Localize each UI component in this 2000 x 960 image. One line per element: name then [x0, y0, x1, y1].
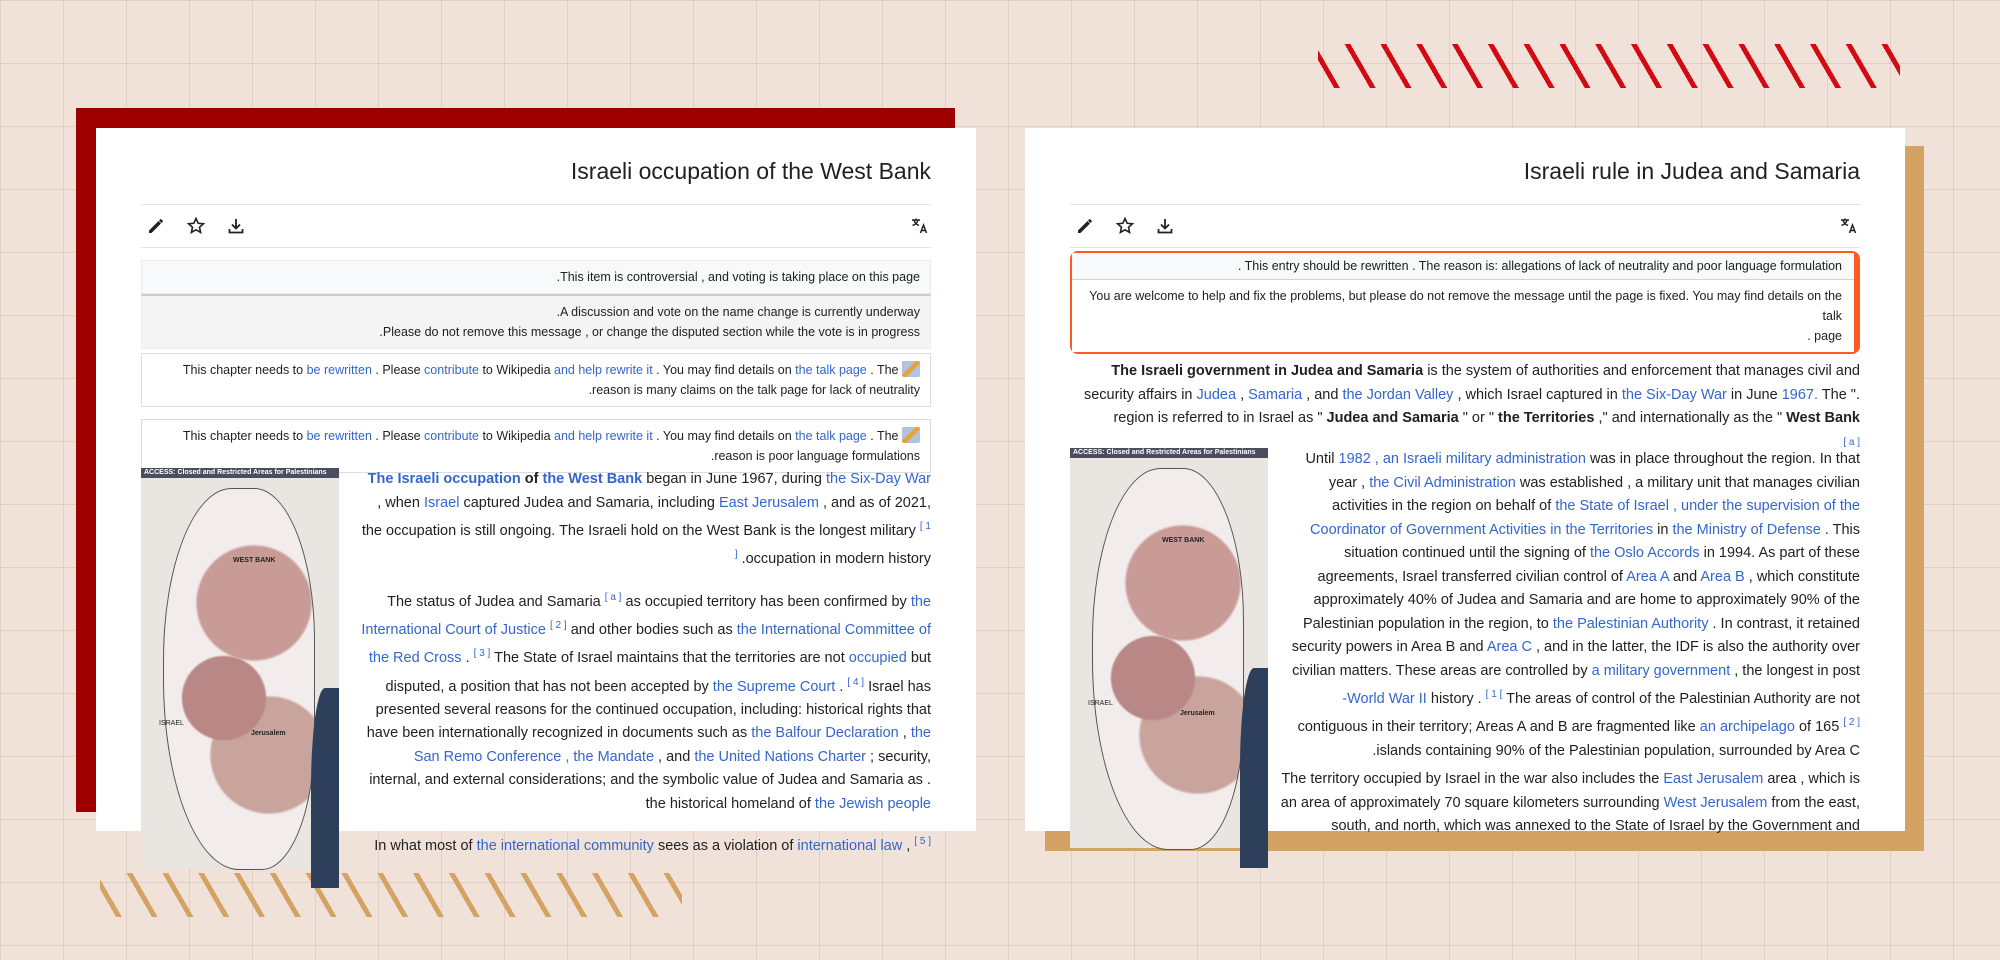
citation-2[interactable]: [ 2 ] — [549, 619, 567, 631]
bold-text: the Territories — [1498, 410, 1595, 426]
san-remo-link[interactable]: the San Remo Conference , the Mandate — [413, 725, 931, 765]
controversy-notice — [141, 260, 931, 294]
article-body — [361, 468, 931, 859]
talk-page-link[interactable]: the talk page — [795, 363, 867, 377]
cogat-link[interactable]: the State of Israel , under the supervision of the Coordinator of Government Activities in the Territories — [1310, 498, 1860, 538]
name-vote-notice — [141, 294, 931, 349]
text: in — [1657, 521, 1669, 538]
text: was in place throughout the region. In that year , — [1328, 451, 1860, 491]
jewish-people-link[interactable]: the Jewish people — [814, 795, 931, 812]
rewrite-notice-2 — [141, 419, 931, 473]
area-b-link[interactable]: Area B — [1700, 568, 1745, 585]
oslo-accords-link[interactable]: the Oslo Accords — [1589, 545, 1700, 561]
article-toolbar — [1070, 205, 1860, 248]
edit-clipboard-icon — [902, 361, 920, 377]
text: " or " — [1462, 410, 1494, 426]
notice-text: . You may find details on — [656, 363, 792, 377]
balfour-declaration-link[interactable]: the Balfour Declaration — [751, 725, 899, 742]
text: captured Judea and Samaria, including — [463, 494, 715, 511]
decor-tan-stripes — [100, 873, 682, 917]
paragraph-3 — [1270, 768, 1860, 839]
text: .occupation in modern history — [741, 551, 931, 568]
notice-text: This chapter needs to — [182, 429, 304, 443]
text: The status of Judea and Samaria — [387, 593, 601, 610]
military-administration-link[interactable]: 1982 , an Israeli military administration — [1338, 451, 1586, 467]
page-title: Israeli rule in Judea and Samaria — [1070, 128, 1860, 205]
notice-text: . Please — [375, 363, 421, 377]
edit-clipboard-icon — [902, 427, 920, 443]
text: . This situation continued until the signing of — [1344, 521, 1860, 561]
text: . In contrast, it retained security powers in Area B and — [1291, 615, 1860, 655]
notice-text: .Please do not remove this message , or change the disputed section while the vote is in progress — [379, 325, 920, 339]
text: , and in the latter, the IDF is also the authority over civilian matters. These areas are controlled by — [1292, 639, 1860, 679]
text: as occupied territory has been confirmed by — [625, 593, 907, 610]
map-land — [1092, 468, 1244, 850]
text: in 1994. As part of these agreements, Israel transferred civilian control of — [1317, 545, 1860, 585]
text: . — [839, 678, 844, 695]
map-land — [163, 488, 315, 870]
international-law-link[interactable]: international law — [797, 838, 903, 855]
text: area , which is an area of approximately 70 square kilometers surrounding — [1280, 771, 1860, 811]
decor-red-stripes — [1318, 44, 1900, 88]
rewrite-warning-box — [1070, 251, 1860, 354]
israeli-occupation-link[interactable]: The Israeli occupation — [367, 471, 521, 487]
text: , the longest in post — [1734, 662, 1860, 679]
text: ," and internationally as the " — [1598, 410, 1783, 426]
notice-reason: .reason is many claims on the talk page for lack of neutrality — [588, 383, 920, 397]
international-community-link[interactable]: the international community — [476, 838, 654, 855]
text: began in June 1967, during — [646, 471, 822, 487]
bold-text: Judea and Samaria — [1326, 410, 1459, 426]
samaria-link[interactable]: Samaria — [1248, 386, 1303, 403]
text: is the system of authorities and enforcement that manages civil and security affairs in — [1083, 363, 1860, 403]
citation-4[interactable]: [ 4 ] — [847, 676, 865, 688]
left-article-panel — [96, 128, 976, 855]
warning-help-row — [1072, 280, 1854, 352]
edit-pencil-icon[interactable] — [145, 215, 167, 237]
map-label-jerusalem: Jerusalem — [1180, 710, 1215, 717]
map-sea — [1240, 668, 1268, 868]
map-label-jerusalem: Jerusalem — [251, 730, 286, 737]
map-label-west-bank: WEST BANK — [233, 557, 276, 564]
notice-text: . The — [870, 363, 899, 377]
text: , — [906, 838, 911, 855]
map-sea — [311, 688, 339, 888]
israel-link[interactable]: Israel — [423, 494, 460, 511]
notice-text: . This entry should be rewritten — [1237, 259, 1409, 273]
talk-page-link[interactable]: the talk page — [795, 429, 867, 443]
icrc-link[interactable]: the International Committee of the Red Cross — [368, 621, 931, 667]
text: The State of Israel maintains that the territories are not — [494, 650, 845, 667]
article-body — [1290, 448, 1860, 763]
text: .islands containing 90% of the Palestinian population, surrounded by Area C — [1372, 742, 1860, 759]
citation-5[interactable]: [ 5 ] — [914, 836, 931, 848]
notice-text: .This item is controversial , and voting is taking place on this page — [556, 270, 920, 284]
map-label-israel: ISRAEL — [159, 720, 184, 727]
occupied-link[interactable]: occupied — [848, 650, 907, 667]
ministry-of-defense-link[interactable]: the Ministry of Defense — [1672, 521, 1821, 538]
paragraph-1 — [361, 468, 931, 572]
un-charter-link[interactable]: the United Nations Charter — [694, 748, 866, 765]
citation-1[interactable]: [ 1 ] — [734, 521, 931, 561]
notice-text: . The reason is: — [1412, 259, 1499, 273]
text: was established , a military unit that manages civilian activities in the region on behalf of — [1332, 474, 1860, 514]
text: , and — [1306, 386, 1339, 403]
paragraph-3 — [361, 830, 931, 858]
notice-text: This chapter needs to — [182, 363, 304, 377]
notice-text: . Please — [375, 429, 421, 443]
text: The territory occupied by Israel in the war also includes the — [1281, 771, 1660, 787]
page-title: Israeli occupation of the West Bank — [141, 128, 931, 205]
help-rewrite-link[interactable]: and help rewrite it — [554, 429, 653, 443]
warning-reason-row — [1072, 253, 1854, 280]
text: Until — [1305, 451, 1335, 467]
supreme-court-link[interactable]: the Supreme Court — [712, 678, 836, 695]
paragraph-2 — [1290, 448, 1860, 763]
judea-link[interactable]: Judea — [1196, 386, 1237, 403]
west-bank-map-image — [1070, 448, 1268, 848]
text: , and as of 2021, the occupation is still ongoing. The Israeli hold on the West Bank is the longest military — [361, 494, 931, 539]
civil-administration-link[interactable]: the Civil Administration — [1369, 474, 1516, 491]
six-day-war-link[interactable]: the Six-Day War — [825, 471, 931, 487]
note-a[interactable]: [ a ] — [604, 591, 622, 603]
citation-3[interactable]: [ 3 ] — [473, 648, 491, 660]
map-label-west-bank: WEST BANK — [1162, 537, 1205, 544]
text: of 165 — [1798, 719, 1840, 736]
map-label-israel: ISRAEL — [1088, 700, 1113, 707]
west-bank-link[interactable]: the West Bank — [542, 471, 643, 487]
rewrite-notice-1 — [141, 353, 931, 407]
language-translate-icon[interactable] — [1838, 215, 1860, 237]
star-watch-icon[interactable] — [185, 215, 207, 237]
notice-text: You are welcome to help and fix the problems, but please do not remove the message until the page is fixed. You may find details on — [1089, 289, 1822, 303]
text: but disputed, a position that has not been accepted by — [385, 650, 931, 695]
text: In what most of — [374, 838, 473, 855]
paragraph-2 — [361, 586, 931, 817]
download-icon[interactable] — [1154, 215, 1176, 237]
text: , when — [377, 494, 420, 511]
citation-2[interactable]: [ 2 ] — [1843, 717, 1860, 729]
text: ; security, internal, and external considerations; and the symbolic value of Judea and Samaria as . the historical homeland of — [369, 748, 931, 812]
map-caption: ACCESS: Closed and Restricted Areas for Palestinians — [144, 469, 327, 476]
text: . — [465, 650, 470, 667]
notice-text: to Wikipedia — [482, 429, 551, 443]
west-jerusalem-link[interactable]: West Jerusalem — [1663, 794, 1768, 811]
notice-text: .A discussion and vote on the name change is currently underway — [556, 305, 920, 319]
bold-text: West Bank — [1786, 410, 1860, 426]
download-icon[interactable] — [225, 215, 247, 237]
area-a-link[interactable]: Area A — [1626, 568, 1669, 585]
palestinian-authority-link[interactable]: the Palestinian Authority — [1552, 615, 1709, 632]
notice-reason: allegations of lack of neutrality and poor language formulation — [1501, 259, 1842, 273]
jordan-valley-link[interactable]: the Jordan Valley — [1342, 386, 1454, 403]
be-rewritten-link[interactable]: be rewritten — [306, 429, 372, 443]
text: , which Israel captured in — [1457, 386, 1618, 403]
west-bank-map-image — [141, 468, 339, 868]
note-a[interactable]: [ a ] — [1843, 436, 1860, 448]
year-1967-link[interactable]: 1967. — [1781, 386, 1819, 403]
world-war-ii-link[interactable]: -World War II — [1342, 690, 1427, 707]
archipelago-link[interactable]: an archipelago — [1699, 719, 1795, 736]
area-c-link[interactable]: Area C — [1486, 639, 1532, 655]
notice-reason: .reason is poor language formulations — [710, 449, 920, 463]
text: The ". region is referred to in Israel as " — [1113, 386, 1860, 426]
text: and — [1672, 568, 1698, 585]
be-rewritten-link[interactable]: be rewritten — [306, 363, 372, 377]
text: The areas of control of the Palestinian Authority are not contiguous in their territory; Areas A and B are fragmented like — [1297, 690, 1860, 736]
bold-text: of — [524, 471, 539, 487]
text: and other bodies such as — [570, 621, 733, 638]
notice-text: . You may find details on — [656, 429, 792, 443]
notice-text: the talk — [1822, 289, 1842, 323]
lead-paragraph — [1070, 360, 1860, 459]
notice-text: . The — [870, 429, 899, 443]
star-watch-icon[interactable] — [1114, 215, 1136, 237]
text: from the east, south, and north, which was annexed to the State of Israel by the Government and — [1331, 794, 1860, 834]
contribute-link[interactable]: contribute — [424, 429, 479, 443]
text: Israel has presented several reasons for the continued occupation, including: historical rights that have been internationally recognized in documents such as — [366, 678, 931, 742]
text: in June — [1730, 386, 1778, 403]
east-jerusalem-link[interactable]: East Jerusalem — [1663, 771, 1764, 787]
text: , and — [658, 748, 691, 765]
icj-link[interactable]: the International Court of Justice — [361, 593, 931, 638]
language-translate-icon[interactable] — [909, 215, 931, 237]
bold-text: The Israeli government in Judea and Samaria — [1111, 363, 1424, 379]
text: history . — [1430, 690, 1482, 707]
help-rewrite-link[interactable]: and help rewrite it — [554, 363, 653, 377]
text: sees as a violation of — [657, 838, 794, 855]
east-jerusalem-link[interactable]: East Jerusalem — [719, 494, 819, 511]
right-article-panel — [1025, 128, 1905, 834]
notice-text: . page — [1807, 329, 1842, 343]
text: , — [1240, 386, 1245, 403]
citation-1[interactable]: [ 1 [ — [1485, 689, 1503, 700]
article-toolbar — [141, 205, 931, 248]
notice-text: to Wikipedia — [482, 363, 551, 377]
military-government-link[interactable]: a military government — [1591, 662, 1731, 679]
contribute-link[interactable]: contribute — [424, 363, 479, 377]
text: , which constitute approximately 40% of Judea and Samaria and are home to approximately 90% of the Palestinian population in the region, to — [1302, 568, 1860, 632]
edit-pencil-icon[interactable] — [1074, 215, 1096, 237]
six-day-war-link[interactable]: the Six-Day War — [1621, 386, 1727, 403]
text: , — [902, 725, 907, 742]
map-caption: ACCESS: Closed and Restricted Areas for Palestinians — [1073, 449, 1256, 456]
